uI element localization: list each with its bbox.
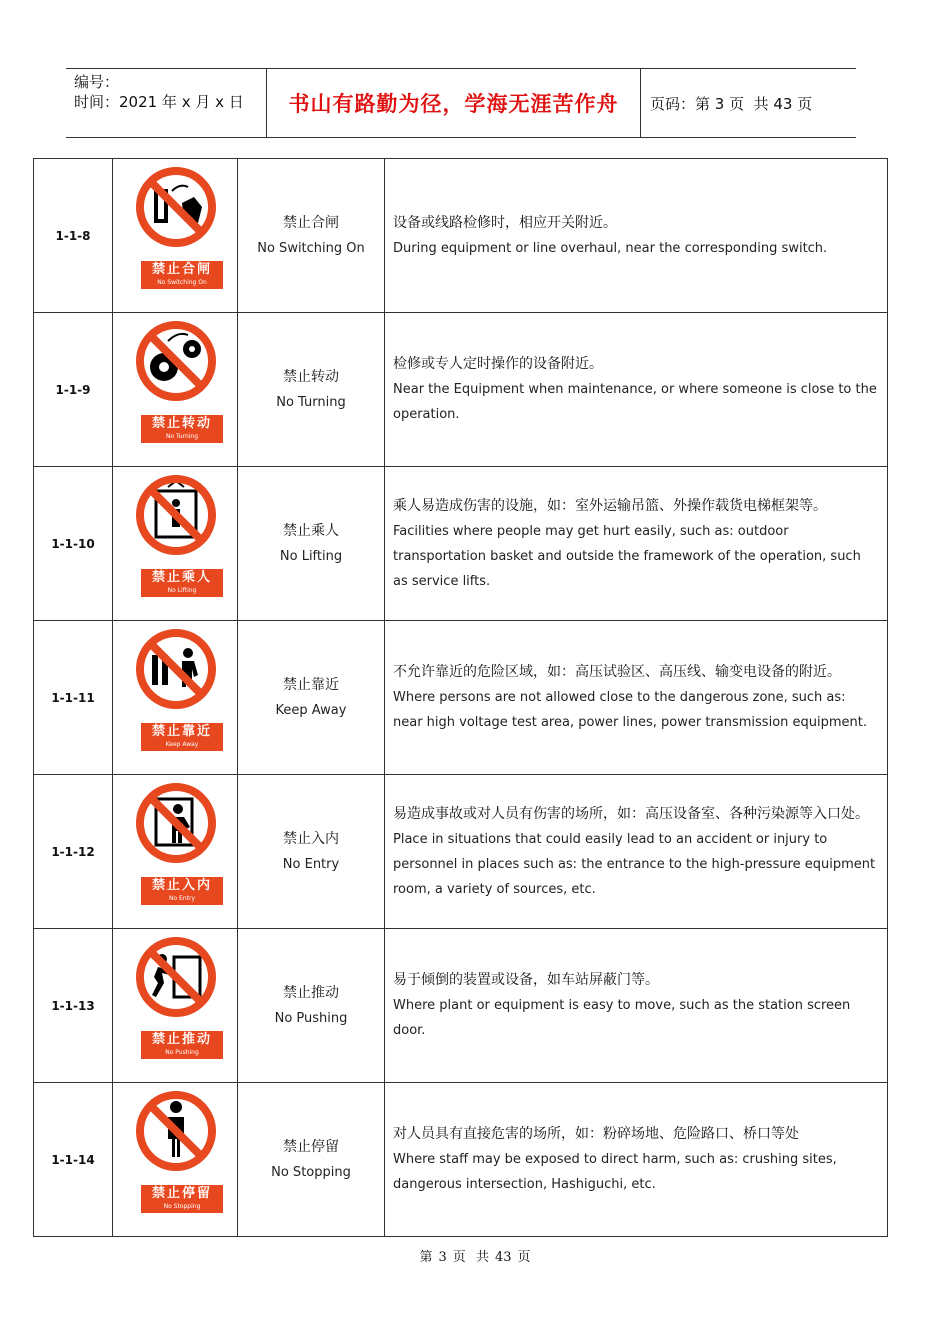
sign-image-cell [113,775,238,929]
sign-plate-label: 禁止入内 [151,878,212,893]
sign-name-cell [238,467,385,621]
sign-table [33,158,888,1237]
sign-image-cell [113,929,238,1083]
sign-code: 1-1-8 [55,228,91,243]
footer-text: 页 [452,1250,466,1265]
sign-plate [141,877,223,905]
sign-code-cell [34,1083,113,1237]
sign-description-en: Place in situations that could easily lead to an accident or injury to personnel in places such as: the entrance to the high-pressure equipment room, a variety of sources, etc. [393,831,876,897]
page-info-text: 页码：第 3 页 共 43 页 [650,94,813,113]
sign-code-cell [34,775,113,929]
sign-name-en: No Entry [282,856,340,872]
sign-image-cell [113,313,238,467]
sign-description-zh: 对人员具有直接危害的场所，如：粉碎场地、危险路口、桥口等处 [393,1126,799,1142]
sign-name-zh: 禁止推动 [283,984,339,1001]
sign-description-cell [385,1083,888,1237]
no-lifting-sign [120,467,230,616]
date-label: 时间：2021 年 x 月 x 日 [74,93,244,111]
footer-total-pages: 43 [494,1250,512,1265]
sign-plate [141,1185,223,1213]
prohibition-icon [134,781,218,865]
sign-plate-label: 禁止合闸 [151,262,212,277]
sign-description-zh: 易于倾倒的装置或设备，如车站屏蔽门等。 [393,972,659,988]
sign-code: 1-1-14 [51,1152,95,1167]
sign-code: 1-1-11 [51,690,95,705]
header-motto: 书山有路勤为径，学海无涯苦作舟 [288,92,619,116]
sign-code-cell [34,929,113,1083]
sign-name-cell [238,1083,385,1237]
sign-name-cell [238,929,385,1083]
sign-plate-label: 禁止乘人 [151,570,212,585]
sign-code: 1-1-13 [51,998,95,1013]
sign-name-en: Keep Away [275,702,347,718]
prohibition-icon [134,935,218,1019]
sign-name-zh: 禁止停留 [283,1138,339,1155]
header-divider [640,69,641,137]
sign-plate-sublabel: Keep Away [165,741,199,748]
sign-plate-sublabel: No Switching On [157,279,207,286]
sign-description-en: Where persons are not allowed close to the dangerous zone, such as: near high voltage test area, power lines, power transmission equipment. [393,690,867,730]
sign-plate-label: 禁止停留 [151,1186,212,1201]
sign-name-en: No Pushing [274,1010,348,1026]
no-stopping-sign [120,1083,230,1232]
sign-name-cell [238,775,385,929]
sign-plate-label: 禁止转动 [151,416,212,431]
sign-image-cell [113,1083,238,1237]
sign-code: 1-1-10 [51,536,95,551]
sign-description-en: Where staff may be exposed to direct harm, such as: crushing sites, dangerous intersection, Hashiguchi, etc. [393,1152,837,1192]
sign-plate [141,723,223,751]
page-footer [0,1246,950,1265]
sign-plate-sublabel: No Pushing [165,1049,199,1056]
footer-text: 页 [517,1250,531,1265]
sign-name-zh: 禁止转动 [283,368,339,385]
sign-plate-label: 禁止推动 [151,1032,212,1047]
sign-image-cell [113,159,238,313]
sign-plate [141,1031,223,1059]
sign-plate-label: 禁止靠近 [151,724,212,739]
table-row [34,929,888,1083]
sign-code: 1-1-12 [51,844,95,859]
sign-code-cell [34,313,113,467]
sign-description-cell [385,929,888,1083]
sign-description-zh: 设备或线路检修时，相应开关附近。 [393,214,617,231]
sign-plate [141,415,223,443]
sign-code-cell [34,621,113,775]
sign-name-zh: 禁止乘人 [283,522,339,539]
sign-description-en: Where plant or equipment is easy to move, such as the station screen door. [393,998,851,1038]
table-row [34,313,888,467]
footer-text: 共 [475,1250,489,1265]
sign-name-zh: 禁止靠近 [283,676,339,693]
sign-description-zh: 乘人易造成伤害的设施，如：室外运输吊篮、外操作载货电梯框架等。 [393,497,827,514]
sign-name-en: No Switching On [257,240,365,256]
header-page-info [650,69,812,137]
sign-plate-sublabel: No Entry [168,895,196,902]
sign-image-cell [113,621,238,775]
sign-plate [141,569,223,597]
table-row [34,467,888,621]
sign-code: 1-1-9 [55,382,91,397]
sign-name-zh: 禁止入内 [283,830,339,847]
sign-image-cell [113,467,238,621]
sign-name-en: No Turning [276,394,346,410]
sign-plate [141,261,223,289]
sign-description-cell [385,467,888,621]
sign-description-zh: 易造成事故或对人员有伤害的场所，如：高压设备室、各种污染源等入口处。 [393,805,869,822]
sign-description-zh: 检修或专人定时操作的设备附近。 [393,356,603,372]
sign-code-cell [34,467,113,621]
sign-plate-sublabel: No Stopping [163,1203,201,1210]
page-header [66,68,856,138]
code-label: 编号： [74,73,120,91]
footer-text: 第 [419,1250,433,1265]
no-switching-on-sign [120,159,230,308]
table-row [34,621,888,775]
sign-plate-sublabel: No Turning [165,433,199,440]
sign-name-en: No Lifting [279,548,343,564]
prohibition-icon [134,319,218,403]
no-turning-sign [120,313,230,462]
sign-description-cell [385,775,888,929]
sign-name-cell [238,621,385,775]
sign-description-en: Facilities where people may get hurt easily, such as: outdoor transportation basket and outside the framework of the operation, such as service lifts. [393,523,861,589]
sign-description-en: During equipment or line overhaul, near the corresponding switch. [393,240,828,256]
sign-name-zh: 禁止合闸 [283,214,339,231]
table-row [34,1083,888,1237]
no-pushing-sign [120,929,230,1078]
table-row [34,159,888,313]
sign-description-cell [385,313,888,467]
sign-name-cell [238,313,385,467]
sign-name-en: No Stopping [271,1164,351,1180]
sign-description-en: Near the Equipment when maintenance, or where someone is close to the operation. [393,382,877,422]
no-entry-sign [120,775,230,924]
header-meta [74,72,264,112]
sign-description-cell [385,621,888,775]
sign-description-cell [385,159,888,313]
prohibition-icon [134,1089,218,1173]
sign-plate-sublabel: No Lifting [167,587,197,594]
sign-description-zh: 不允许靠近的危险区域，如：高压试验区、高压线、输变电设备的附近。 [393,664,841,680]
prohibition-icon [134,627,218,711]
table-row [34,775,888,929]
sign-code-cell [34,159,113,313]
sign-name-cell [238,159,385,313]
footer-page-number: 3 [438,1250,447,1265]
prohibition-icon [134,165,218,249]
prohibition-icon [134,473,218,557]
keep-away-sign [120,621,230,770]
